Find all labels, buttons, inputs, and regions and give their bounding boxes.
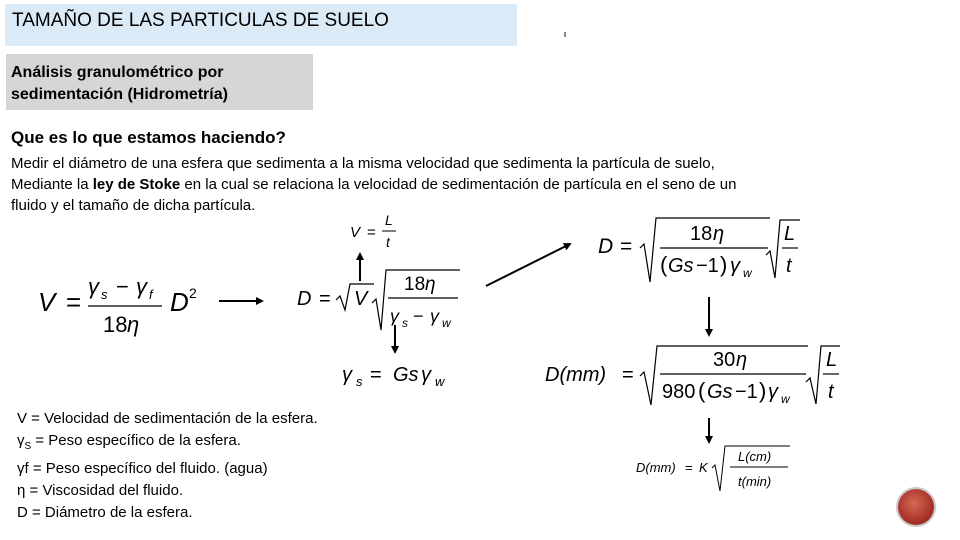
svg-text:V: V [350, 224, 361, 241]
svg-text:=: = [319, 288, 331, 310]
stokes-law-term: ley de Stoke [92, 176, 181, 193]
d-final-formula [598, 218, 800, 282]
svg-text:=: = [370, 364, 382, 386]
section-subtitle: Análisis granulométrico por sedimentación (Hidrometría) [11, 64, 228, 103]
legend-gamma-s: $\gamma_S$ = Peso específico de la esfera. [17, 432, 241, 452]
svg-text:L: L [385, 212, 393, 228]
svg-text:=: = [620, 235, 633, 258]
page-title: TAMAÑO DE LAS PARTICULAS DE SUELO [12, 10, 389, 31]
svg-text:w: w [442, 316, 451, 330]
body-line-3: fluido y el tamaño de dicha partícula. [11, 197, 256, 214]
svg-text:=: = [66, 287, 82, 317]
svg-text:18: 18 [404, 274, 426, 295]
svg-text:η: η [127, 312, 140, 337]
svg-text:γ: γ [342, 364, 352, 386]
body-line-2: Mediante la ley de Stoke en la cual se relaciona la velocidad de sedimentación de partícula en el seno de un [11, 176, 737, 193]
svg-text:V: V [354, 288, 368, 310]
svg-text:): ) [759, 378, 767, 403]
logo-badge-icon [898, 489, 934, 525]
question-heading: Que es lo que estamos haciendo? [11, 128, 286, 147]
legend-d: D = Diámetro de la esfera. [17, 504, 193, 521]
svg-text:Gs: Gs [707, 381, 733, 403]
svg-text:(: ( [698, 378, 706, 403]
d-mm-k-formula [636, 446, 790, 491]
legend-v: V = Velocidad de sedimentación de la esfera. [17, 410, 318, 427]
svg-text:D(mm): D(mm) [636, 460, 676, 475]
svg-text:=: = [367, 224, 376, 241]
svg-text:18: 18 [103, 312, 128, 337]
svg-text:L(cm): L(cm) [738, 449, 772, 464]
svg-text:γ: γ [730, 255, 740, 277]
gamma-s-formula [342, 364, 446, 389]
svg-text:γ: γ [430, 306, 439, 326]
svg-text:2: 2 [189, 285, 197, 301]
svg-text:−: − [116, 274, 129, 299]
svg-text:D: D [598, 235, 614, 258]
svg-text:=: = [685, 460, 693, 475]
svg-text:w: w [435, 374, 445, 389]
svg-text:K: K [699, 460, 708, 475]
svg-text:γ: γ [136, 274, 147, 299]
legend-gamma-f: γf = Peso específico del fluido. (agua) [17, 460, 268, 477]
body-line-1: Medir el diámetro de una esfera que sedimenta a la misma velocidad que sedimenta la partícula de suelo, [11, 155, 715, 172]
svg-text:s: s [402, 316, 408, 330]
svg-text:t(min): t(min) [738, 474, 772, 489]
variable-legend [17, 408, 318, 524]
svg-text:=: = [622, 364, 634, 386]
svg-text:γ: γ [768, 381, 778, 403]
svg-text:η: η [713, 223, 725, 245]
svg-text:−: − [413, 306, 424, 326]
svg-text:s: s [101, 287, 108, 302]
svg-text:L: L [784, 223, 796, 245]
svg-text:980: 980 [662, 381, 696, 403]
svg-text:γ: γ [88, 274, 99, 299]
svg-text:30: 30 [713, 349, 736, 371]
svg-text:w: w [743, 266, 752, 280]
svg-text:D: D [170, 287, 189, 317]
svg-text:D(mm): D(mm) [545, 364, 607, 386]
d-from-v-formula [297, 270, 460, 330]
velocity-formula [350, 212, 396, 250]
svg-text:−1: −1 [696, 255, 719, 277]
svg-text:): ) [720, 252, 728, 277]
svg-text:γ: γ [390, 306, 399, 326]
svg-text:w: w [781, 392, 790, 406]
svg-text:t: t [828, 381, 834, 403]
svg-text:γ: γ [421, 364, 431, 386]
stokes-formula [38, 274, 197, 337]
svg-text:D: D [297, 288, 312, 310]
svg-text:η: η [736, 349, 748, 371]
svg-text:Gs: Gs [393, 364, 419, 386]
svg-text:−1: −1 [735, 381, 758, 403]
svg-text:t: t [386, 234, 390, 250]
legend-eta: η = Viscosidad del fluido. [17, 482, 184, 499]
svg-text:f: f [149, 287, 153, 302]
svg-text:18: 18 [690, 223, 713, 245]
svg-text:(: ( [660, 252, 668, 277]
d-mm-formula [545, 346, 840, 406]
svg-text:V: V [38, 287, 56, 317]
arrow-diagonal-icon [486, 244, 570, 286]
svg-text:η: η [425, 274, 436, 295]
svg-text:t: t [786, 255, 792, 277]
svg-text:s: s [356, 374, 363, 389]
svg-text:Gs: Gs [668, 255, 694, 277]
svg-text:L: L [826, 349, 838, 371]
